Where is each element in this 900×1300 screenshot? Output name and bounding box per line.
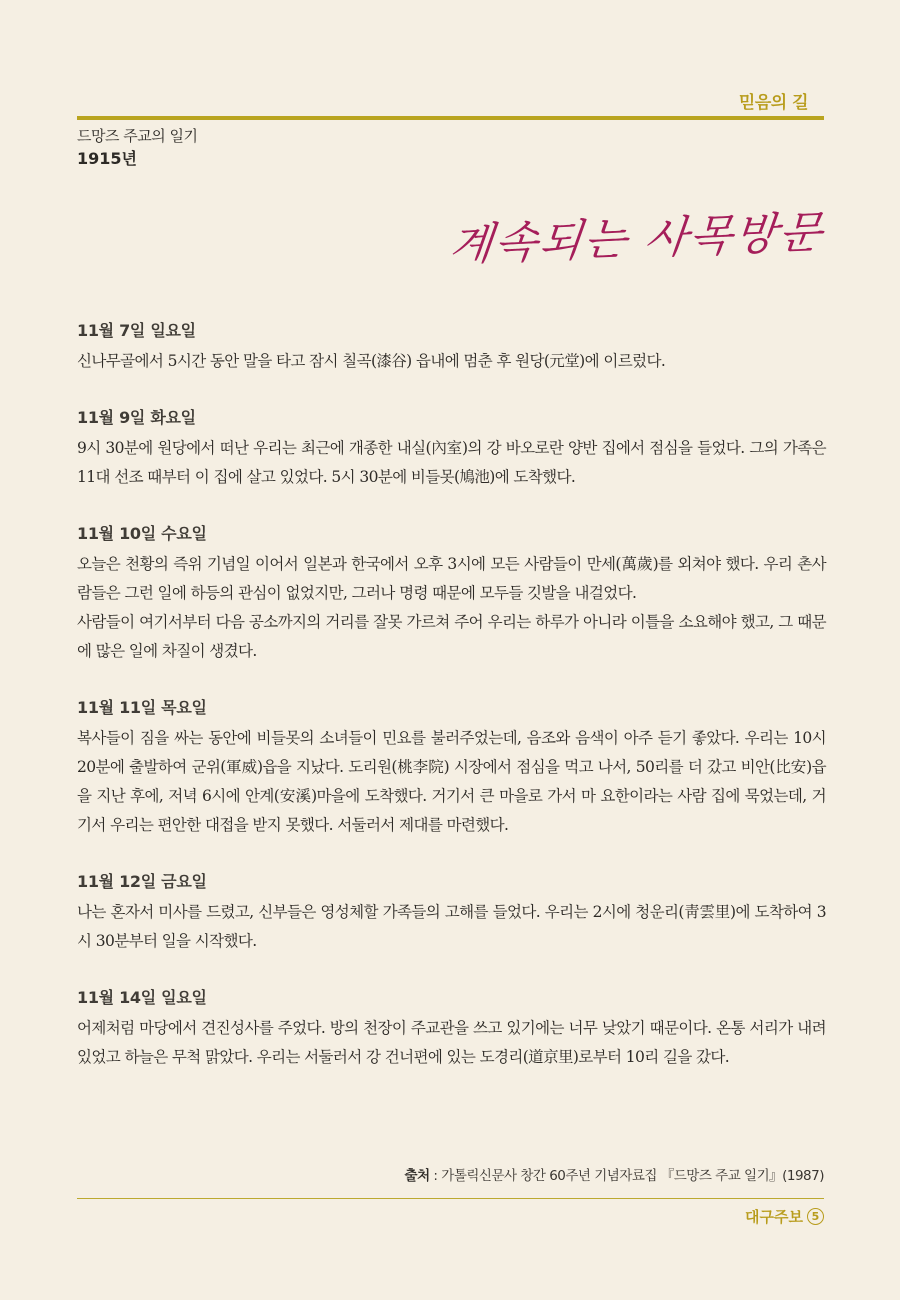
bottom-divider — [77, 1198, 824, 1199]
entry-body — [77, 898, 826, 956]
diary-entry — [77, 695, 826, 840]
entry-date: 11월 10일 수요일 — [77, 524, 207, 543]
entry-body — [77, 724, 826, 840]
entry-paragraph: 복사들이 짐을 싸는 동안에 비들못의 소녀들이 민요를 불러주었는데, 음조와 음색이 아주 듣기 좋았다. 우리는 10시 20분에 출발하여 군위(軍威)읍을 지났다. 도리원(桃李院) 시장에서 점심을 먹고 나서, 50리를 더 갔고 비안(比安)읍을 지난 후에, 저녁 6시에 안계(安溪)마을에 도착했다. 거기서 큰 마을로 가서 마 요한이라는 사람 집에 묵었는데, 거기서 우리는 편안한 대접을 받지 못했다. 서둘러서 제대를 마련했다. — [77, 729, 826, 834]
diary-entry — [77, 405, 826, 492]
article-headline: 계속되는 사목방문 — [447, 207, 827, 271]
series-year: 1915년 — [77, 149, 137, 168]
page-number: 5 — [807, 1208, 824, 1225]
entry-paragraph: 신나무골에서 5시간 동안 말을 타고 잠시 칠곡(漆谷) 읍내에 멈춘 후 원당(元堂)에 이르렀다. — [77, 352, 666, 370]
section-tag: 믿음의 길 — [738, 93, 808, 113]
diary-entries — [77, 318, 826, 1101]
diary-entry — [77, 521, 826, 666]
series-title: 드망즈 주교의 일기 — [77, 127, 198, 145]
entry-date: 11월 9일 화요일 — [77, 408, 196, 427]
entry-paragraph: 9시 30분에 원당에서 떠난 우리는 최근에 개종한 내실(內室)의 강 바오로란 양반 집에서 점심을 들었다. 그의 가족은 11대 선조 때부터 이 집에 살고 있었다. 5시 30분에 비들못(鳩池)에 도착했다. — [77, 439, 826, 486]
source-label: 출처 — [404, 1168, 430, 1184]
footer — [745, 1206, 824, 1227]
entry-body — [77, 347, 826, 376]
entry-paragraph: 오늘은 천황의 즉위 기념일 이어서 일본과 한국에서 오후 3시에 모든 사람들이 만세(萬歲)를 외쳐야 했다. 우리 촌사람들은 그런 일에 하등의 관심이 없었지만, 그러나 명령 때문에 모두들 깃발을 내걸었다. — [77, 555, 826, 602]
diary-entry — [77, 318, 826, 376]
entry-body — [77, 550, 826, 666]
entry-date: 11월 14일 일요일 — [77, 988, 207, 1007]
entry-paragraph: 사람들이 여기서부터 다음 공소까지의 거리를 잘못 가르쳐 주어 우리는 하루가 아니라 이틀을 소요해야 했고, 그 때문에 많은 일에 차질이 생겼다. — [77, 613, 826, 660]
entry-date: 11월 11일 목요일 — [77, 698, 207, 717]
entry-date: 11월 12일 금요일 — [77, 872, 207, 891]
entry-date: 11월 7일 일요일 — [77, 321, 196, 340]
top-divider — [77, 116, 824, 120]
entry-body — [77, 434, 826, 492]
source-citation — [405, 1164, 824, 1184]
diary-entry — [77, 869, 826, 956]
publication-name: 대구주보 — [745, 1208, 803, 1226]
entry-body — [77, 1014, 826, 1072]
entry-paragraph: 나는 혼자서 미사를 드렸고, 신부들은 영성체할 가족들의 고해를 들었다. 우리는 2시에 청운리(靑雲里)에 도착하여 3시 30분부터 일을 시작했다. — [77, 903, 826, 950]
source-text: 가톨릭신문사 창간 60주년 기념자료집 『드망즈 주교 일기』(1987) — [441, 1168, 824, 1184]
diary-entry — [77, 985, 826, 1072]
source-separator: : — [429, 1168, 442, 1184]
entry-paragraph: 어제처럼 마당에서 견진성사를 주었다. 방의 천장이 주교관을 쓰고 있기에는 너무 낮았기 때문이다. 온통 서리가 내려 있었고 하늘은 무척 맑았다. 우리는 서둘러서 강 건너편에 있는 도경리(道京里)로부터 10리 길을 갔다. — [77, 1019, 826, 1066]
